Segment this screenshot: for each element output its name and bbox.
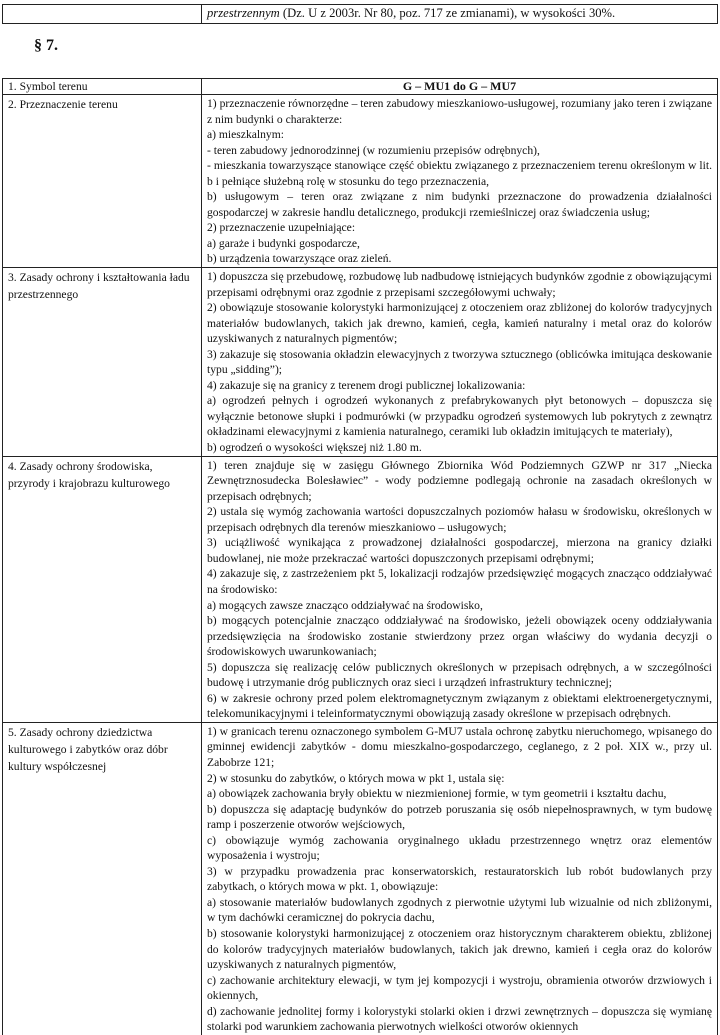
row-content-cell bbox=[202, 95, 718, 268]
content-line: 4) zakazuje się na granicy z terenem drogi publicznej lokalizowania: bbox=[207, 378, 526, 392]
content-line: b) dopuszcza się adaptację budynków do potrzeb poruszania się osób niepełnosprawnych, w tym budowę ramp i poszerzenie otworów wejściowych, bbox=[207, 802, 712, 832]
table-row-spatial-order bbox=[3, 268, 718, 457]
content-line: b) stosowanie kolorystyki harmonizującej z otoczeniem oraz historycznym charakterem obiektu, zbliżonej do kolorów tradycyjnych materiałów budowlanych, takich jak drewno, kamień i cegła oraz do kolorów uzyskiwanych z naturalnych pigmentów, bbox=[207, 926, 712, 972]
header-value-cell: G – MU1 do G – MU7 bbox=[202, 79, 718, 95]
content-line: b) urządzenia towarzyszące oraz zieleń. bbox=[207, 252, 392, 266]
content-line: 3) w przypadku prowadzenia prac konserwatorskich, restauratorskich lub robót budowlanych przy zabytkach, o których mowa w pkt. 1, obowiązuje: bbox=[207, 864, 712, 894]
row-content-cell bbox=[202, 268, 718, 457]
content-line: a) mogących zawsze znacząco oddziaływać na środowisko, bbox=[207, 598, 483, 612]
content-line: a) obowiązek zachowania bryły obiektu w niezmienionej formie, w tym geometrii i kształtu dachu, bbox=[207, 787, 667, 801]
content-line: c) obowiązuje wymóg zachowania oryginalnego układu przestrzennego wnętrz oraz elementów wyposażenia i wystroju; bbox=[207, 833, 712, 863]
content-line: 1) dopuszcza się przebudowę, rozbudowę lub nadbudowę istniejących budynków zgodnie z obowiązującymi przepisami odrębnymi oraz zgodnie z przepisami szczegółowymi uchwały; bbox=[207, 270, 712, 299]
table-row-environment bbox=[3, 456, 718, 722]
content-line: c) zachowanie architektury elewacji, w tym jej kompozycji i wystroju, obramienia otworów drzwiowych i okiennych, bbox=[207, 973, 712, 1003]
content-line: 2) w stosunku do zabytków, o których mowa w pkt 1, ustala się: bbox=[207, 771, 505, 785]
table-header-row bbox=[3, 79, 718, 95]
content-line: b) mogących potencjalnie znacząco oddziaływać na środowisko, jeżeli obowiązek oceny oddziaływania przedsięwzięcia na środowisko zostanie stwierdzony przez organ właściwy do wydania decyzji o środowiskowych uwarunkowaniach; bbox=[207, 614, 712, 659]
content-line: 3) zakazuje się stosowania okładzin elewacyjnych z tworzywa sztucznego (oblicówka imitująca deskowanie typu „sidding”); bbox=[207, 347, 712, 377]
fragment-empty-cell bbox=[3, 5, 202, 24]
table-row-land-use bbox=[3, 95, 718, 268]
row-label-cell: 2. Przeznaczenie terenu bbox=[3, 95, 202, 268]
content-line: 6) w zakresie ochrony przed polem elektromagnetycznym związanym z obiektami elektroenergetycznymi, telekomunikacyjnymi i teleinformatycznymi obowiązują zasady określone w przepisach odrębnych. bbox=[207, 691, 712, 721]
content-line: a) mieszkalnym: bbox=[207, 128, 284, 142]
header-label-cell: 1. Symbol terenu bbox=[3, 79, 202, 95]
content-line: 1) przeznaczenie równorzędne – teren zabudowy mieszkaniowo-usługowej, rozumiany jako teren i związane z nim budynki o charakterze: bbox=[207, 97, 712, 126]
fragment-text-cell bbox=[202, 5, 718, 24]
previous-section-table-fragment bbox=[2, 4, 718, 24]
table-row-heritage bbox=[3, 722, 718, 1034]
row-content-cell bbox=[202, 456, 718, 722]
content-line: b) usługowym – teren oraz związane z nim budynki przeznaczone do prowadzenia działalności gospodarczej w zakresie handlu detalicznego, produkcji rzemieślniczej oraz świadczenia usług; bbox=[207, 190, 712, 219]
content-line: a) ogrodzeń pełnych i ogrodzeń wykonanych z prefabrykowanych płyt betonowych – dopuszcza się wyłącznie betonowe słupki i podmurówki (w przypadku ogrodzeń systemowych lub pokrytych z zewnątrz okładzinami elewacyjnymi z kamienia naturalnego, ceramiki lub okładzin imitujących te materiały), bbox=[207, 394, 712, 439]
fragment-rest-text: (Dz. U z 2003r. Nr 80, poz. 717 ze zmianami), w wysokości 30%. bbox=[279, 6, 616, 20]
content-line: 2) obowiązuje stosowanie kolorystyki harmonizującej z otoczeniem oraz zbliżonej do kolorów tradycyjnych materiałów budowlanych, takich jak drewno, kamień, cegła, kamień naturalny i metal oraz do kolorów uzyskiwanych z naturalnych pigmentów; bbox=[207, 301, 712, 346]
content-line: b) ogrodzeń o wysokości większej niż 1.80 m. bbox=[207, 441, 422, 455]
row-label-cell: 5. Zasady ochrony dziedzictwa kulturowego i zabytków oraz dóbr kultury współczesnej bbox=[3, 722, 202, 1034]
content-line: 2) przeznaczenie uzupełniające: bbox=[207, 221, 356, 235]
content-line: - mieszkania towarzyszące stanowiące część obiektu związanego z przeznaczeniem terenu określonym w lit. b i pełniące służebną rolę w stosunku do tego przeznaczenia, bbox=[207, 159, 712, 188]
content-line: a) garaże i budynki gospodarcze, bbox=[207, 236, 360, 250]
content-line: d) zachowanie jednolitej formy i kolorystyki stolarki okien i drzwi zewnętrznych – dopuszcza się wymianę stolarki pod warunkiem zachowania pierwotnych wielkości otworów okiennych bbox=[207, 1004, 712, 1034]
content-line: 4) zakazuje się, z zastrzeżeniem pkt 5, lokalizacji rodzajów przedsięwzięć mogących znacząco oddziaływać na środowisko: bbox=[207, 567, 712, 596]
row-content-cell bbox=[202, 722, 718, 1034]
row-label-cell: 3. Zasady ochrony i kształtowania ładu przestrzennego bbox=[3, 268, 202, 457]
content-line: 1) teren znajduje się w zasięgu Głównego Zbiornika Wód Podziemnych GZWP nr 317 „Niecka Zewnętrznosudecka Bolesławiec” - wody podziemne podlegają ochronie na zasadach określonych w przepisach odrębnych; bbox=[207, 458, 712, 503]
section-heading: § 7. bbox=[34, 37, 58, 54]
fragment-italic-text: przestrzennym bbox=[207, 6, 280, 20]
content-line: 1) w granicach terenu oznaczonego symbolem G-MU7 ustala ochronę zabytku nieruchomego, wpisanego do gminnej ewidencji zabytków - domu mieszkalno-gospodarczego, ceglanego, z 2 poł. XIX w., przy ul. Zabobrze 121; bbox=[207, 724, 712, 769]
content-line: - teren zabudowy jednorodzinnej (w rozumieniu przepisów odrębnych), bbox=[207, 143, 540, 157]
row-label-cell: 4. Zasady ochrony środowiska, przyrody i krajobrazu kulturowego bbox=[3, 456, 202, 722]
content-line: 2) ustala się wymóg zachowania wartości dopuszczalnych poziomów hałasu w środowisku, określonych w przepisach odrębnych dla terenów mieszkaniowo – usługowych; bbox=[207, 505, 712, 534]
zoning-rules-table bbox=[2, 78, 718, 1035]
content-line: 5) dopuszcza się realizację celów publicznych określonych w przepisach odrębnych, a w szczególności budowę i utrzymanie dróg publicznych oraz sieci i urządzeń infrastruktury technicznej; bbox=[207, 660, 712, 690]
content-line: 3) uciążliwość wynikająca z prowadzonej działalności gospodarczej, mierzona na granicy działki budowlanej, nie może przekraczać wartości dopuszczonych przepisami odrębnymi; bbox=[207, 536, 712, 565]
content-line: a) stosowanie materiałów budowlanych zgodnych z pierwotnie użytymi lub wizualnie od nich zbliżonymi, w tym dachówki ceramicznej do pokrycia dachu, bbox=[207, 895, 712, 925]
